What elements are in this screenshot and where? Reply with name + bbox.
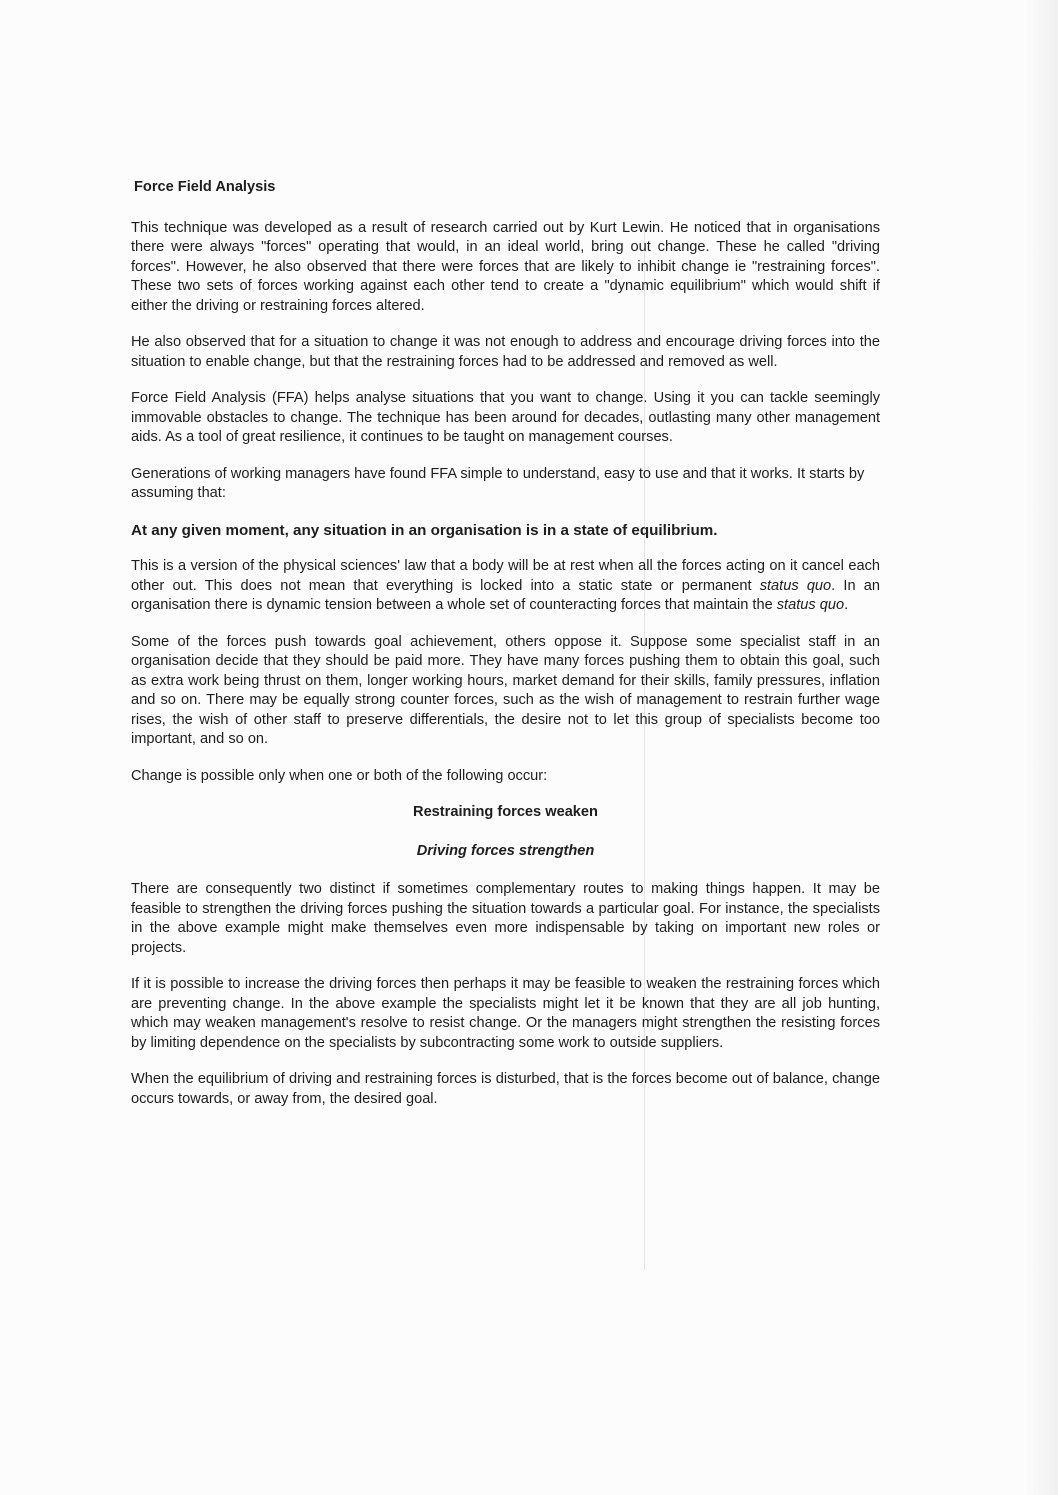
document-body bbox=[131, 178, 880, 1126]
paragraph-6: Some of the forces push towards goal achievement, others oppose it. Suppose some specialist staff in an organisation decide that they should be paid more. They have many forces pushing them to obtain this goal, such as extra work being thrust on them, longer working hours, market demand for their skills, family pressures, inflation and so on. There may be equally strong counter forces, such as the wish of management to restrain further wage rises, the wish of other staff to preserve differentials, the desire not to let this group of specialists become too important, and so on. bbox=[131, 633, 880, 747]
page-edge-shade bbox=[1024, 0, 1058, 1495]
paragraph-1: This technique was developed as a result of research carried out by Kurt Lewin. He noticed that in organisations there were always "forces" operating that would, in an ideal world, bring out change. These he called "driving forces". However, he also observed that there were forces that are likely to inhibit change ie "restraining forces". These two sets of forces working against each other tend to create a "dynamic equilibrium" which would shift if either the driving or restraining forces altered. bbox=[131, 219, 880, 314]
paragraph-10: When the equilibrium of driving and restraining forces is disturbed, that is the forces become out of balance, change occurs towards, or away from, the desired goal. bbox=[131, 1071, 880, 1107]
paragraph-3: Force Field Analysis (FFA) helps analyse situations that you want to change. Using it you can tackle seemingly immovable obstacles to change. The technique has been around for decades, outlasting many other management aids. As a tool of great resilience, it continues to be taught on management courses. bbox=[131, 390, 880, 445]
restraining-forces-line: Restraining forces weaken bbox=[413, 804, 598, 820]
driving-forces-line: Driving forces strengthen bbox=[416, 842, 595, 859]
paragraph-8: There are consequently two distinct if sometimes complementary routes to making things happen. It may be feasible to strengthen the driving forces pushing the situation towards a particular goal. For instance, the specialists in the above example might make themselves even more indispensable by taking on important new roles or projects. bbox=[131, 881, 880, 956]
document-title: Force Field Analysis bbox=[134, 179, 276, 195]
status-quo-emphasis-1: status quo bbox=[759, 577, 832, 594]
paragraph-5 bbox=[131, 557, 880, 616]
paragraph-5-text-a: This is a version of the physical sciences' law that a body will be at rest when all the forces acting on it cancel each other out. This does not mean that everything is locked into a static state or permanent bbox=[131, 558, 880, 594]
paragraph-5-text-b: . In an organisation there is dynamic tension between a whole set of counteracting forces that maintain the bbox=[131, 577, 880, 613]
paragraph-7: Change is possible only when one or both of the following occur: bbox=[131, 767, 548, 784]
paragraph-5-text-c: . bbox=[844, 597, 849, 613]
equilibrium-statement: At any given moment, any situation in an organisation is in a state of equilibrium. bbox=[131, 521, 718, 539]
paragraph-2: He also observed that for a situation to change it was not enough to address and encourage driving forces into the situation to enable change, but that the restraining forces had to be addressed and removed as well. bbox=[131, 334, 880, 370]
paragraph-9: If it is possible to increase the driving forces then perhaps it may be feasible to weaken the restraining forces which are preventing change. In the above example the specialists might let it be known that they are all job hunting, which may weaken management's resolve to resist change. Or the managers might strengthen the resisting forces by limiting dependence on the specialists by subcontracting some work to outside suppliers. bbox=[131, 976, 880, 1051]
paragraph-4: Generations of working managers have found FFA simple to understand, easy to use and that it works. It starts by assuming that: bbox=[131, 465, 865, 501]
status-quo-emphasis-2: status quo bbox=[776, 597, 845, 613]
